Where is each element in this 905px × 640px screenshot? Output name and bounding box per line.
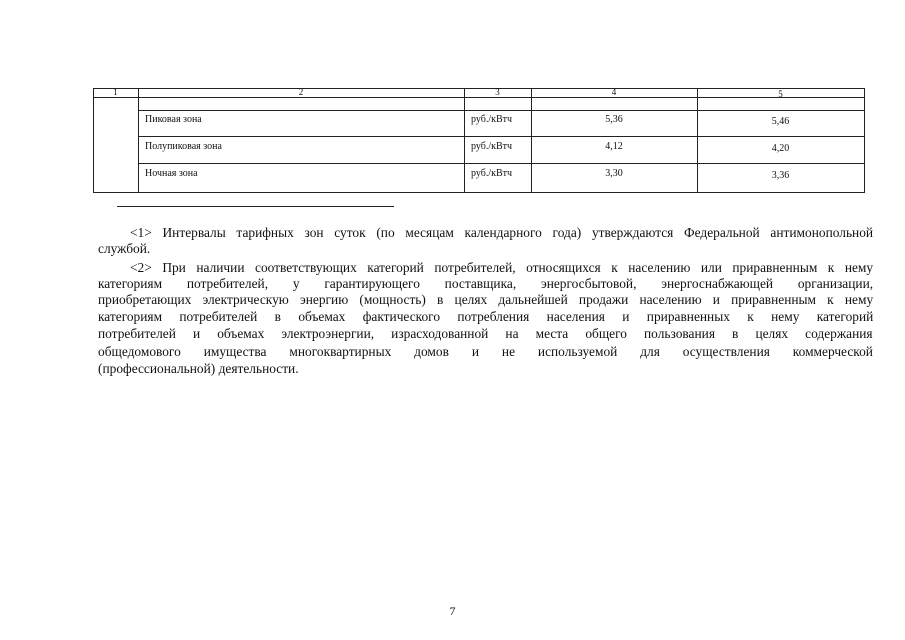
footnote-line: <1> Интервалы тарифных зон суток (по месяцам календарного года) утверждаются Федеральной антимонопольной <box>130 225 874 240</box>
column-number-5: 5 <box>778 89 783 99</box>
row-divider <box>138 163 865 164</box>
table-row-zone: Пиковая зона <box>145 114 202 125</box>
column-number-1: 1 <box>113 87 118 97</box>
table-row-zone: Полупиковая зона <box>145 141 222 152</box>
column-divider <box>138 88 139 193</box>
column-number-3: 3 <box>495 87 500 97</box>
footnote-separator <box>117 206 394 207</box>
footnote-line: <2> При наличии соответствующих категорий потребителей, относящихся к населению или приравненным к нему <box>130 260 874 275</box>
footnote-line: приобретающих электрическую энергию (мощность) в целях дальнейшей продажи населению и приравненным к нему <box>98 292 874 307</box>
footnote-line: потребителей и объемах электроэнергии, израсходованной на места общего пользования в целях содержания <box>98 326 873 341</box>
table-row-unit: руб./кВтч <box>471 168 513 179</box>
column-number-2: 2 <box>298 87 304 97</box>
table-subheader-border <box>138 110 865 111</box>
footnote-line: категориям потребителей в объемах фактического потребления населения и приравненных к нему категорий <box>98 309 874 324</box>
row-divider <box>138 136 865 137</box>
table-row-value-5: 5,46 <box>771 116 790 127</box>
footnote-line: категориям потребителей, у гарантирующего поставщика, энергосбытовой, энергоснабжающей организации, <box>98 276 874 291</box>
table-row-unit: руб./кВтч <box>471 114 513 125</box>
table-row-value-4: 3,30 <box>605 168 623 179</box>
column-divider <box>464 88 465 193</box>
footnote-line: службой. <box>98 241 151 256</box>
column-number-4: 4 <box>611 87 617 97</box>
table-row-value-5: 3,36 <box>771 170 790 181</box>
table-row-value-4: 5,36 <box>605 114 623 125</box>
table-row-zone: Ночная зона <box>145 168 198 179</box>
table-row-unit: руб./кВтч <box>471 141 513 152</box>
footnote-line: (профессиональной) деятельности. <box>98 361 299 376</box>
table-row-value-4: 4,12 <box>605 141 623 152</box>
table-row-value-5: 4,20 <box>771 143 790 154</box>
table-left-border <box>93 88 94 193</box>
table-bottom-border <box>93 192 865 193</box>
page-number: 7 <box>449 604 456 618</box>
footnote-line: общедомового имущества многоквартирных домов и не используемой для осуществления коммерческой <box>98 344 873 359</box>
table-right-border <box>864 88 865 193</box>
